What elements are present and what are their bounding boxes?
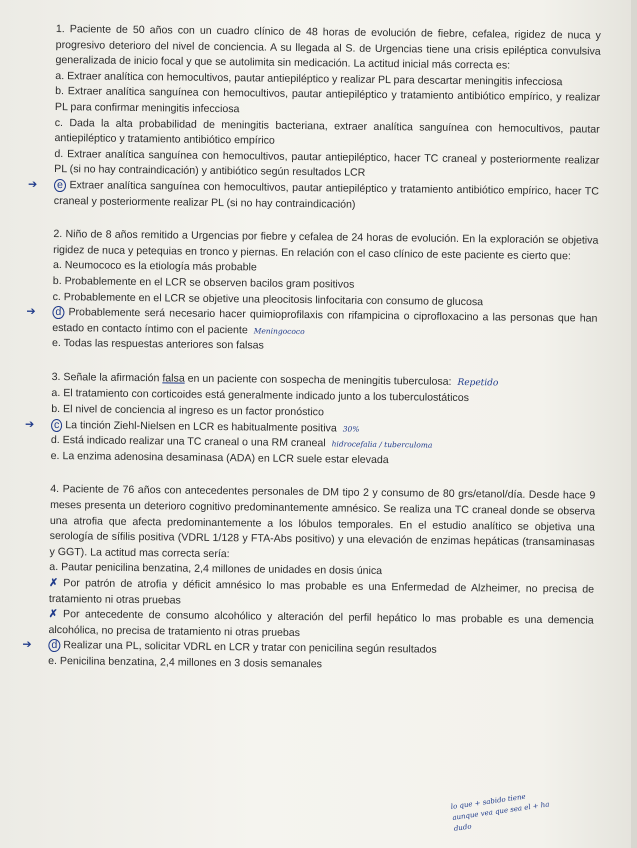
question-1-option-e-text: Extraer analítica sanguínea con hemocultivos, pautar antiepiléptico y tratamiento antibiótico empírico, hacer TC craneal y posteriormente realizar PL (si no hay contraindicación) bbox=[53, 179, 600, 211]
question-2-option-a: a. Neumococo es la etiología más probable bbox=[52, 259, 257, 274]
question-4-option-c-text: Por antecedente de consumo alcohólico y alteración del perfil hepático lo mas probable es una demencia alcohólica, no precisa de tratamiento ni otras pruebas bbox=[48, 608, 594, 639]
answer-arrow-icon: ➔ bbox=[22, 639, 32, 652]
stem-text: en un paciente con sospecha de meningitis tuberculosa: bbox=[184, 372, 452, 388]
answer-arrow-icon: ➔ bbox=[27, 178, 38, 191]
question-2-stem: 2. Niño de 8 años remitido a Urgencias por fiebre y cefalea de 24 horas de evolución. En la exploración se objetiva rigidez de nuca y petequias en tronco y piernas. En relación con el caso clínico de este paciente es cierto que: bbox=[53, 228, 599, 263]
underlined-word: falsa bbox=[162, 372, 185, 385]
question-2-option-b: b. Probablemente en el LCR se observen bacilos gram positivos bbox=[52, 274, 355, 291]
stem-text: 3. Señale la afirmación bbox=[51, 370, 163, 385]
question-1-option-a: a. Extraer analítica con hemocultivos, pautar antiepiléptico y realizar PL para descartar meningitis infecciosa bbox=[55, 69, 563, 88]
question-3 bbox=[25, 370, 597, 471]
handwritten-margin-note: lo que + sabido tiene aunque vea que sea el + ha dudo bbox=[450, 792, 550, 833]
circled-answer-letter: d bbox=[52, 306, 64, 319]
handwritten-note: Repetido bbox=[457, 377, 499, 389]
circled-answer-letter: e bbox=[54, 179, 66, 192]
circled-answer-letter: c bbox=[51, 419, 62, 432]
answer-arrow-icon: ➔ bbox=[25, 418, 35, 431]
question-3-option-b: b. El nivel de conciencia al ingreso es un factor pronóstico bbox=[51, 403, 324, 419]
question-1 bbox=[27, 22, 601, 216]
question-2-option-e: e. Todas las respuestas anteriores son falsas bbox=[52, 337, 264, 352]
question-3-option-a: a. El tratamiento con corticoides está generalmente indicado junto a los tuberculostáticos bbox=[51, 387, 470, 405]
cross-mark-icon: ✗ bbox=[49, 576, 59, 590]
question-1-option-c: c. Dada la alta probabilidad de meningitis bacteriana, extraer analítica sanguínea con hemocultivos, pautar antiepiléptico y tratamiento antibiótico empírico bbox=[54, 116, 600, 147]
question-3-option-d-text: d. Está indicado realizar una TC craneal o una RM craneal bbox=[50, 434, 326, 450]
question-1-option-b: b. Extraer analítica sanguínea con hemocultivos, pautar antiepiléptico y tratamiento antibiótico empírico, y realizar PL para confirmar meningitis infecciosa bbox=[54, 85, 601, 116]
question-4-option-b-text: Por patrón de atrofia y déficit amnésico lo mas probable es una Enfermedad de Alzheimer, no precisa de tratamiento ni otras pruebas bbox=[48, 577, 595, 607]
handwritten-note: 30% bbox=[342, 424, 360, 434]
cross-mark-icon: ✗ bbox=[48, 608, 58, 621]
question-4-stem: 4. Paciente de 76 años con antecedentes personales de DM tipo 2 y consumo de 80 grs/etanol/día. Desde hace 9 meses presenta un deterioro cognitivo predominantemente amnésico. Se realiza una TC craneal donde se observa una atrofia que afecta predominantemente a los lóbulos temporales. En el estudio analítico se objetiva una serología de sífilis positiva (VDRL 1/128 y FTA-Abs positivo) y una elevación de enzimas hepáticas (transaminasas y GGT). La actitud mas correcta sería: bbox=[49, 483, 596, 560]
circled-answer-letter: d bbox=[48, 639, 60, 652]
question-4-option-a: a. Pautar penicilina benzatina, 2,4 millones de unidades en dosis única bbox=[49, 561, 383, 578]
question-1-option-e bbox=[27, 178, 600, 216]
question-4-option-e: e. Penicilina benzatina, 2,4 millones en 3 dosis semanales bbox=[48, 654, 323, 671]
question-4 bbox=[22, 482, 596, 676]
question-2 bbox=[26, 227, 599, 358]
question-3-option-e: e. La enzima adenosina desaminasa (ADA) en LCR suele estar elevada bbox=[50, 449, 389, 466]
question-4-option-d-text: Realizar una PL, solicitar VDRL en LCR y tratar con penicilina según resultados bbox=[63, 639, 437, 657]
page-edge-shadow bbox=[631, 0, 637, 848]
question-1-option-d: d. Extraer analítica sanguínea con hemocultivos, pautar antiepiléptico, hacer TC craneal y posteriormente realizar PL (si no hay contraindicación) y antibiótico según resultados LCR bbox=[54, 147, 600, 180]
question-1-stem: 1. Paciente de 50 años con un cuadro clínico de 48 horas de evolución de fiebre, cefalea, rigidez de nuca y progresivo deterioro del nivel de conciencia. A su llegada al S. de Urgencias tiene una crisis epiléptica convulsiva generalizada de inicio focal y que se autolimita sin medicación. La actitud inicial más correcta es: bbox=[55, 22, 601, 72]
exam-sheet bbox=[22, 22, 601, 694]
handwritten-note: Meningococo bbox=[253, 326, 305, 336]
question-2-option-d-text: Probablemente será necesario hacer quimioprofilaxis con rifampicina o ciprofloxacino a las personas que han estado en contacto íntimo con el paciente bbox=[52, 306, 598, 337]
question-3-option-c-text: La tinción Ziehl-Nielsen en LCR es habitualmente positiva bbox=[65, 418, 337, 435]
handwritten-note: hidrocefalia / tuberculoma bbox=[331, 439, 433, 450]
answer-arrow-icon: ➔ bbox=[26, 305, 36, 318]
question-2-option-c: c. Probablemente en el LCR se objetive una pleocitosis linfocitaria con consumo de glucosa bbox=[52, 290, 484, 308]
